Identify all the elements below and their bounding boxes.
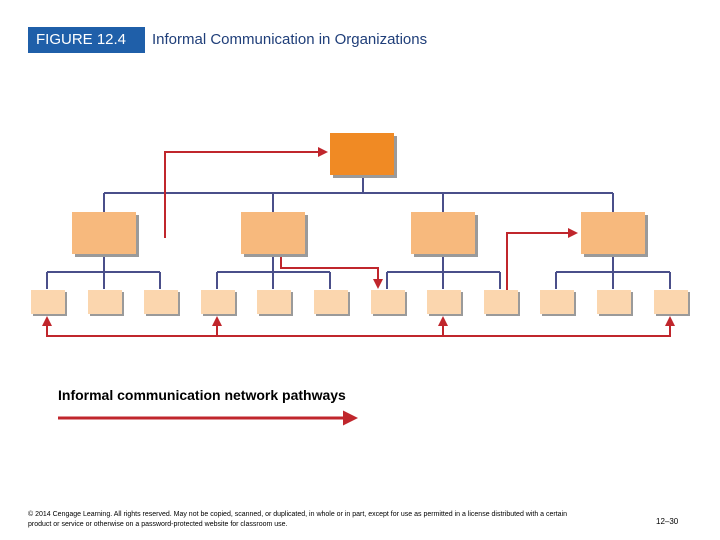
figure-title: Informal Communication in Organizations xyxy=(152,31,428,48)
middle-box-3 xyxy=(411,212,475,254)
middle-manager-boxes xyxy=(72,212,648,257)
figure-label: FIGURE 12.4 xyxy=(28,27,145,53)
page-number: 12–30 xyxy=(656,517,679,526)
worker-box-8 xyxy=(427,290,461,314)
worker-box-5 xyxy=(257,290,291,314)
worker-box-9 xyxy=(484,290,518,314)
middle-box-1 xyxy=(72,212,136,254)
top-manager-box xyxy=(330,133,397,178)
informal-pathways xyxy=(47,152,670,336)
middle-box-4 xyxy=(581,212,645,254)
legend-label: Informal communication network pathways xyxy=(58,387,346,403)
worker-box-1 xyxy=(31,290,65,314)
worker-box-7 xyxy=(371,290,405,314)
middle-box-2 xyxy=(241,212,305,254)
worker-box-12 xyxy=(654,290,688,314)
worker-box-6 xyxy=(314,290,348,314)
informal-path-w1-w12 xyxy=(47,318,670,336)
worker-box-11 xyxy=(597,290,631,314)
worker-box-2 xyxy=(88,290,122,314)
worker-box-3 xyxy=(144,290,178,314)
worker-box-4 xyxy=(201,290,235,314)
worker-boxes xyxy=(31,290,690,316)
worker-box-10 xyxy=(540,290,574,314)
formal-hierarchy-lines xyxy=(47,176,670,289)
informal-path-w9-to-m4 xyxy=(507,233,576,290)
copyright-footer: © 2014 Cengage Learning. All rights reserved. May not be copied, scanned, or duplicated, in whole or in part, except for use as permitted in a license distributed with a certain product or service or otherwise on a password-protected website for classroom use. xyxy=(28,511,568,528)
